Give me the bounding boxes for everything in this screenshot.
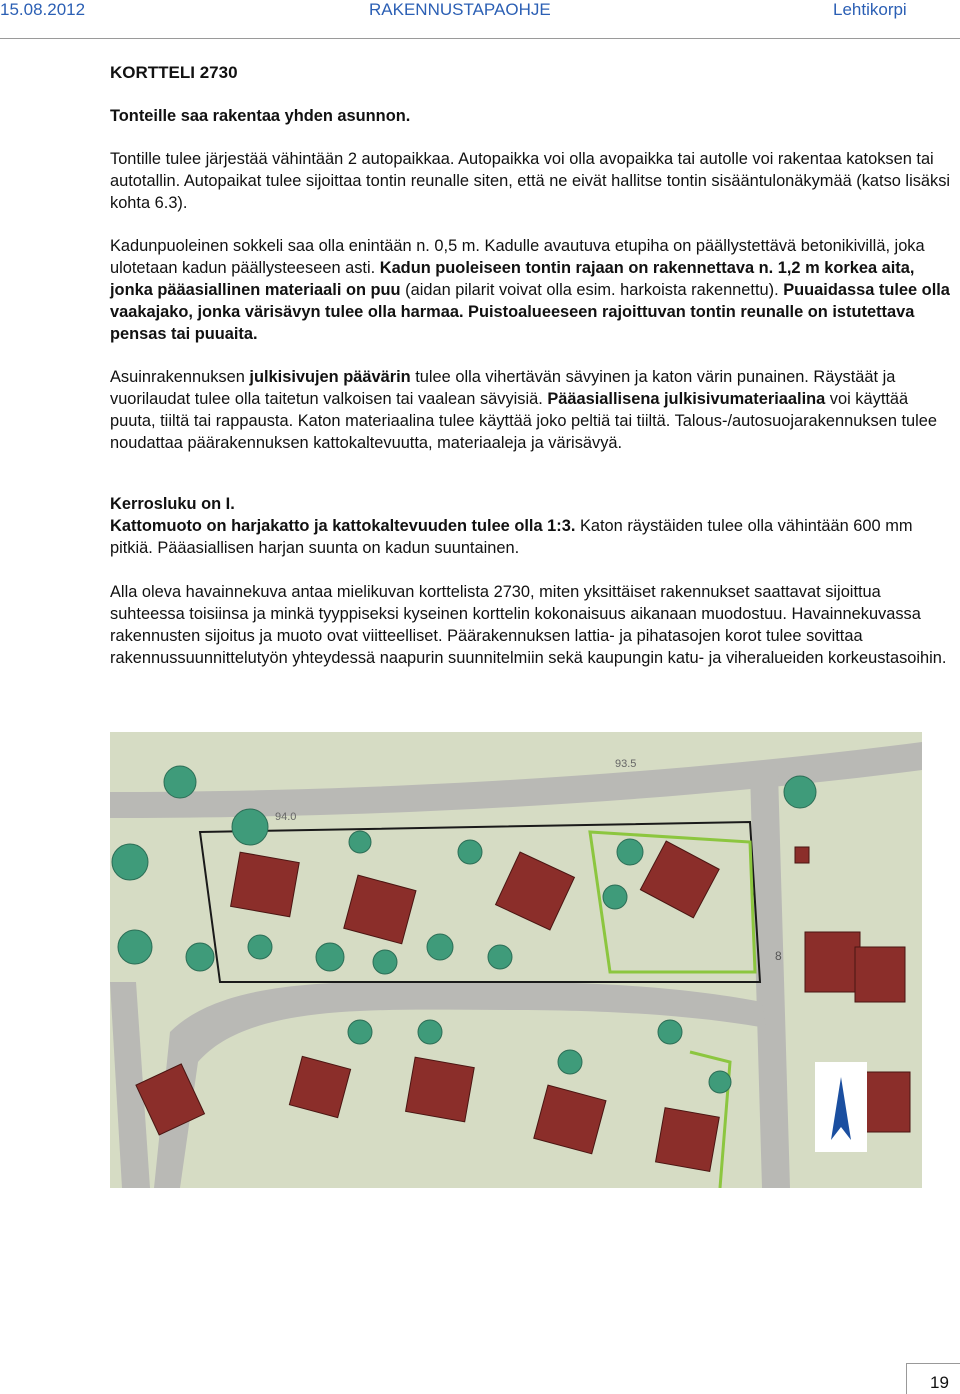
p2-text-c: (aidan pilarit voivat olla esim. harkoista rakennettu). [400,281,784,299]
p2-bold-2: Puuaidassa tulee olla vaakajako, jonka värisävyn tulee olla harmaa. Puistoalueeseen rajoittuvan tontin reunalle on istutettava pensas tai puuaita. [110,281,950,343]
house [656,1108,720,1172]
p4-bold-2: Kattomuoto on harjakatto ja kattokaltevuuden tulee olla 1:3. [110,517,576,535]
header-title: RAKENNUSTAPAOHJE [369,0,551,19]
paragraph-illustration: Alla oleva havainnekuva antaa mielikuvan korttelista 2730, miten yksittäiset rakennukset saattavat sijoittua suhteessa toisiinsa ja minkä tyyppiseksi kyseinen korttelin kokonaisuus aikanaan muodostuu. Havainnekuvassa rakennusten sijoitus ja muoto ovat viitteelliset. Päärakennuksen lattia- ja pihatasojen korot tulee sovittaa rakennussuunnittelutyön yhteydessä naapurin suunnitelmiin sekä kaupungin katu- ja viheralueiden korkeustasoihin. [110,583,947,667]
house [805,932,860,992]
header-section: Lehtikorpi [833,0,907,19]
house [231,852,300,917]
p3-text-c: tulee olla vihertävän sävyinen ja katon värin punainen. Räystäät ja vuorilaudat tulee olla taitetun valkoisen tai vaalean sävyisiä. [110,368,896,408]
subheading: Tonteille saa rakentaa yhden asunnon. [110,107,411,125]
p4-text-c: Katon räystäiden tulee olla vähintään 600 mm pitkiä. Pääasiallisen harjan suunta on kadun suuntainen. [110,517,913,557]
header-date: 15.08.2012 [0,0,86,19]
elevation-label-2: 93.5 [615,758,637,770]
p2-text-a: Kadunpuoleinen sokkeli saa olla enintään n. 0,5 m. Kadulle avautuva etupiha on päällystettävä betonikivillä, joka ulotetaan kadun päällysteeseen asti. [110,237,925,277]
p3-text-a: Asuinrakennuksen [110,368,250,386]
paragraph-facade [110,366,952,454]
site-plan-svg [110,732,922,1188]
heading: KORTTELI 2730 [110,63,238,82]
p3-text-d: voi käyttää puuta, tiiltä tai rappausta. Katon materiaalina tulee käyttää joko peltiä tai tiiltä. Talous-/autosuojarakennuksen tulee noudattaa päärakennuksen kattokaltevuutta, materiaaleja ja värisävyä. [110,390,938,452]
page-number: 19 [930,1373,949,1392]
site-plan-illustration [110,732,922,1188]
lot-label: 8 [775,949,782,963]
p4-bold-1: Kerrosluku on I. [110,495,235,513]
house [406,1057,475,1122]
p3-bold-2: Pääasiallisena julkisivumateriaalina [547,390,826,408]
p2-bold-1: Kadun puoleiseen tontin rajaan on rakennettava n. 1,2 m korkea aita, jonka pääasiallinen materiaali on puu [110,259,915,299]
paragraph-parking: Tontille tulee järjestää vähintään 2 autopaikkaa. Autopaikka voi olla avopaikka tai autolle voi rakentaa katoksen tai autotallin. Autopaikat tulee sijoittaa tontin reunalle siten, että ne eivät hallitse tontin sisääntulonäkymää (katso lisäksi kohta 6.3). [110,150,951,212]
page-header [0,0,960,40]
paragraph-roof [110,493,952,559]
elevation-label-1: 94.0 [275,811,297,823]
header-rule [0,38,960,39]
p3-bold-1: julkisivujen päävärin [249,368,411,386]
shed [795,847,809,863]
paragraph-fence [110,235,952,345]
house [855,947,905,1002]
